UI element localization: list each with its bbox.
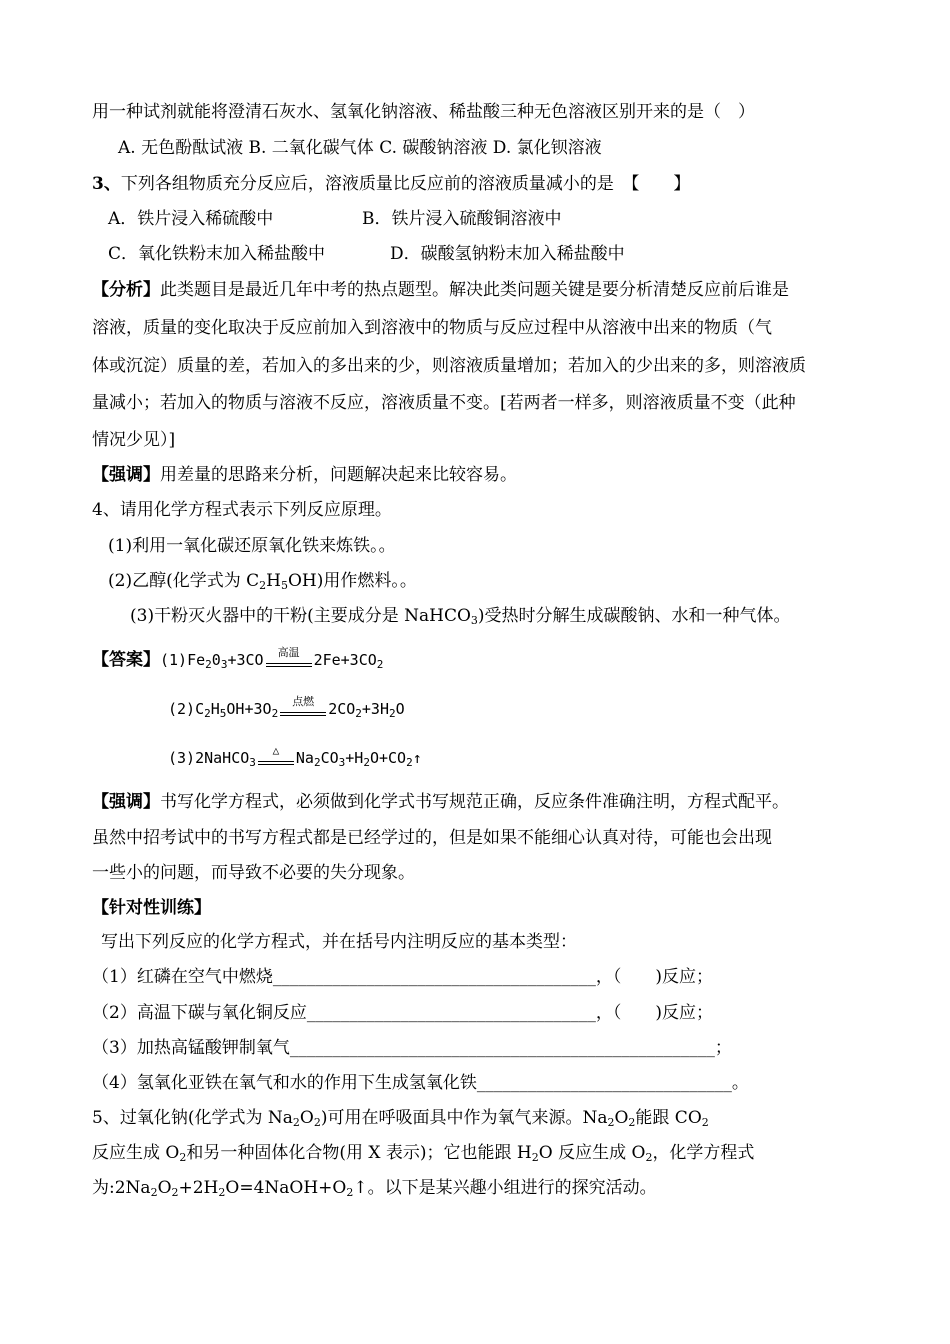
q3-stem: 下列各组物质充分反应后，溶液质量比反应前的溶液质量减小的是 【 】 [120,174,691,194]
eq3-g: O+CO [369,749,407,767]
analysis-line-2: 溶液，质量的变化取决于反应前加入到溶液中的物质与反应过程中从溶液中出来的物质（气 [92,318,772,338]
answer-eq-3 [168,746,422,770]
eq3-sub-f: 2 [363,756,370,769]
emphasis-2-tag: 【强调】 [92,792,160,812]
analysis-line-1 [92,278,789,302]
analysis-line-5: 情况少见）] [92,430,176,450]
eq3-post: Na [295,749,314,767]
q5-line-1 [92,1106,709,1130]
eq1-d: +3CO [227,651,264,669]
q5-l2-e: O 反应生成 O [538,1143,646,1163]
q5-l3-f: 2 [218,1186,226,1199]
q5-l1-f: 2 [607,1116,615,1129]
answer-tag: 【答案】 [92,650,160,670]
training-item-1: （1）红磷在空气中燃烧______________________________________，（ )反应； [92,967,713,987]
eq1-double-line [266,663,312,667]
q3-number: 3、 [92,174,121,194]
q5-l2-d: 2 [531,1151,539,1164]
eq2-sub-f: 2 [355,707,362,720]
q2-stem: 用一种试剂就能将澄清石灰水、氢氧化钠溶液、稀盐酸三种无色溶液区别开来的是（ ） [92,102,755,122]
eq2-double-line [280,712,326,716]
q5-l2-a: 反应生成 O [92,1143,180,1163]
training-heading: 【针对性训练】 [92,898,211,918]
q4-p2-b: H [266,571,281,591]
eq3-sub-a: 3 [249,756,256,769]
analysis-tag: 【分析】 [92,280,160,300]
q5-l1-a: 5、过氧化钠(化学式为 Na [92,1108,293,1128]
q5-l3-b: 2 [150,1186,158,1199]
q5-l2-f: 2 [645,1151,653,1164]
q5-l1-h: 2 [628,1116,636,1129]
q5-l3-i: ↑。以下是某兴趣小组进行的探究活动。 [353,1178,657,1198]
q5-l3-e: +2H [178,1178,219,1198]
eq3-sub-d: 3 [338,756,346,769]
eq1-post: 2Fe+3CO [313,651,377,669]
q4-p2-a: (2)乙醇(化学式为 C [108,571,260,591]
training-intro: 写出下列反应的化学方程式，并在括号内注明反应的基本类型： [101,932,577,952]
eq1-condition-label: 高温 [277,646,300,659]
analysis-line-3: 体或沉淀）质量的差，若加入的多出来的少，则溶液质量增加；若加入的少出来的多，则溶液质 [92,356,806,376]
q4-part-1: (1)利用一氧化碳还原氧化铁来炼铁。。 [108,536,396,556]
q5-l1-e: )可用在呼吸面具中作为氧气来源。Na [320,1108,608,1128]
q3-option-a: A．铁片浸入稀硫酸中 [108,209,274,229]
q4-part-2: (2)乙醇(化学式为 $C_2H_5OH$)用作燃料。。 [108,571,417,592]
eq2-g: +3H [361,700,389,718]
eq2-b: H [210,700,220,718]
q4-p3-a: (3)干粉灭火器中的干粉(主要成分是 NaHCO [130,606,471,626]
eq3-sub-h: 2 [406,756,413,769]
q5-line-2 [92,1141,754,1165]
q3-option-b: B．铁片浸入硫酸铜溶液中 [362,209,562,229]
eq3-c: CO [320,749,339,767]
q4-part-3: (3)干粉灭火器中的干粉(主要成分是 NaHCO$_3$)受热时分解生成碳酸钠、水和一种气体。 [130,606,791,627]
eq3-condition-label: △ [272,744,280,757]
eq3-condition [256,746,296,770]
q5-l1-d: 2 [313,1116,321,1129]
q5-l1-b: 2 [292,1116,300,1129]
eq1-b: 0 [211,651,221,669]
q5-l3-d: 2 [171,1186,179,1199]
emphasis-1-tag: 【强调】 [92,465,160,485]
eq2-sub-h: 2 [389,707,396,720]
eq3-arrow: ↑ [412,749,422,767]
emphasis-2-line-2: 虽然中招考试中的书写方程式都是已经学过的，但是如果不能细心认真对待，可能也会出现 [92,828,772,848]
emphasis-1 [92,463,517,487]
q5-l2-c: 和另一种固体化合物(用 X 表示)；它也能跟 H [186,1143,532,1163]
analysis-line-4: 量减小；若加入的物质与溶液不反应，溶液质量不变。[若两者一样多，则溶液质量不变（此种 [92,393,796,413]
training-item-2: （2）高温下碳与氧化铜反应__________________________________，（ )反应； [92,1003,713,1023]
q3-stem-line [92,172,690,196]
eq1-pre: (1)Fe [160,651,206,669]
q4-stem: 4、请用化学方程式表示下列反应原理。 [92,500,392,520]
q3-option-d: D．碳酸氢钠粉末加入稀盐酸中 [390,244,625,264]
eq2-pre: (2)C [168,700,205,718]
eq2-d: OH+3O [226,700,272,718]
q4-p2-c: OH)用作燃料。。 [287,571,417,591]
eq2-condition-label: 点燃 [292,695,315,708]
training-item-4: （4）氢氧化亚铁在氧气和水的作用下生成氢氧化铁______________________________。 [92,1073,749,1093]
q5-l1-j: 2 [701,1116,709,1129]
q2-options: A. 无色酚酞试液 B. 二氧化碳气体 C. 碳酸钠溶液 D. 氯化钡溶液 [118,138,602,158]
answer-eq-1-body [160,646,384,671]
eq2-i: O [395,700,405,718]
answer-eq-1 [92,648,383,672]
emphasis-2-line-1 [92,790,789,814]
emphasis-2-text-1: 书写化学方程式，必须做到化学式书写规范正确，反应条件准确注明，方程式配平。 [160,792,789,812]
analysis-text-1: 此类题目是最近几年中考的热点题型。解决此类问题关键是要分析清楚反应前后谁是 [160,280,789,300]
q4-p3-b: )受热时分解生成碳酸钠、水和一种气体。 [477,606,791,626]
answer-eq-2 [168,697,405,721]
eq2-sub-e: 2 [271,707,279,720]
eq2-post: 2CO [328,700,356,718]
emphasis-2-line-3: 一些小的问题，而导致不必要的失分现象。 [92,863,415,883]
eq3-pre: (3)2NaHCO [168,749,250,767]
q5-l1-c: O [299,1108,314,1128]
eq3-sub-b: 2 [313,756,321,769]
eq1-condition [264,648,314,672]
eq1-sub-c: 3 [220,658,228,671]
eq1-sub-a: 2 [205,658,212,671]
q5-line-3 [92,1176,657,1200]
q5-l3-g: O=4NaOH+O [225,1178,347,1198]
q5-l3-a: 为:2Na [92,1178,151,1198]
eq2-sub-c: 5 [219,707,227,720]
emphasis-1-text: 用差量的思路来分析，问题解决起来比较容易。 [160,465,517,485]
q5-l1-g: O [614,1108,629,1128]
q5-l2-b: 2 [179,1151,187,1164]
eq3-e: +H [345,749,364,767]
q5-l3-c: O [157,1178,172,1198]
eq1-sub-e: 2 [376,658,384,671]
eq2-sub-a: 2 [204,707,211,720]
q5-l3-h: 2 [346,1186,354,1199]
q3-option-c: C．氧化铁粉末加入稀盐酸中 [108,244,326,264]
eq2-condition [278,697,328,721]
q5-l2-g: ，化学方程式 [652,1143,755,1163]
q5-l1-i: 能跟 CO [635,1108,702,1128]
training-item-3: （3）加热高锰酸钾制氧气__________________________________________________； [92,1038,732,1058]
eq3-double-line [258,761,294,765]
